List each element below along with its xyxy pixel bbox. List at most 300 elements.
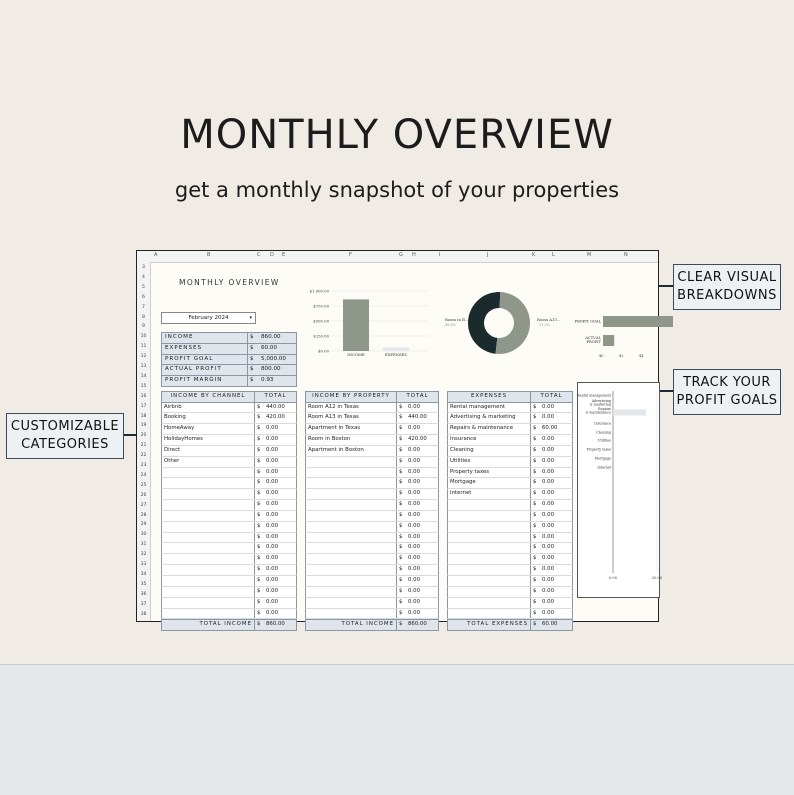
row-name[interactable]: Booking bbox=[162, 413, 255, 423]
row-name[interactable]: Room in Boston bbox=[306, 435, 397, 445]
callout-visual-breakdowns: CLEAR VISUAL BREAKDOWNS bbox=[673, 264, 781, 310]
table-row[interactable] bbox=[447, 598, 573, 609]
row-value: 0.00 bbox=[542, 468, 555, 475]
row-currency: $ bbox=[257, 587, 261, 594]
month-select-value: February 2024 bbox=[188, 315, 229, 321]
row-name[interactable] bbox=[448, 543, 531, 553]
row-value: 0.00 bbox=[542, 436, 555, 443]
table-row[interactable] bbox=[305, 522, 439, 533]
row-currency: $ bbox=[533, 446, 537, 453]
kpi-row bbox=[161, 344, 297, 355]
row-currency: $ bbox=[533, 479, 537, 486]
table-row[interactable] bbox=[161, 489, 297, 500]
table-row[interactable] bbox=[161, 543, 297, 554]
row-number[interactable]: 35 bbox=[140, 581, 147, 587]
row-name[interactable] bbox=[306, 576, 397, 586]
row-name[interactable]: Room A12 in Texas bbox=[306, 403, 397, 413]
row-name[interactable]: Airbnb bbox=[162, 403, 255, 413]
table-row[interactable] bbox=[305, 489, 439, 500]
row-name[interactable]: Property taxes bbox=[448, 468, 531, 478]
row-number[interactable]: 21 bbox=[140, 443, 147, 449]
row-name[interactable] bbox=[162, 565, 255, 575]
table-row[interactable] bbox=[447, 457, 573, 468]
row-value: 0.00 bbox=[408, 544, 421, 551]
row-currency: $ bbox=[257, 425, 261, 432]
row-number[interactable]: 31 bbox=[140, 542, 147, 548]
table-row[interactable] bbox=[447, 533, 573, 544]
table-row[interactable] bbox=[447, 446, 573, 457]
table-row[interactable] bbox=[447, 413, 573, 424]
row-number[interactable]: 18 bbox=[140, 413, 147, 419]
row-number[interactable]: 22 bbox=[140, 453, 147, 459]
income-expenses-bar-chart bbox=[301, 285, 431, 363]
row-currency: $ bbox=[399, 577, 403, 583]
table-row[interactable] bbox=[305, 446, 439, 457]
kpi-label: EXPENSES bbox=[162, 344, 248, 354]
table-row[interactable] bbox=[305, 435, 439, 446]
kpi-label: PROFIT GOAL bbox=[162, 355, 248, 365]
table-row[interactable] bbox=[447, 468, 573, 479]
slice-pct-label: 48.8% bbox=[445, 323, 456, 327]
table-row[interactable] bbox=[305, 468, 439, 479]
row-number[interactable]: 36 bbox=[140, 591, 147, 597]
row-currency: $ bbox=[533, 544, 537, 551]
row-number[interactable]: 9 bbox=[142, 324, 145, 330]
row-value: 0.00 bbox=[408, 403, 421, 410]
table-row[interactable] bbox=[161, 533, 297, 544]
table-row[interactable] bbox=[447, 478, 573, 489]
table-row[interactable] bbox=[305, 598, 439, 609]
row-number[interactable]: 3 bbox=[142, 265, 145, 270]
table-row[interactable] bbox=[447, 500, 573, 511]
x-tick-label: EXPENSES bbox=[384, 352, 408, 357]
income-by-channel-table bbox=[161, 391, 297, 631]
expense-breakdown-chart-box bbox=[577, 382, 663, 598]
row-name[interactable]: Other bbox=[162, 457, 255, 467]
slice-label: Room A13... bbox=[537, 317, 561, 322]
kpi-label: PROFIT MARGIN bbox=[162, 376, 248, 386]
table-row[interactable] bbox=[161, 468, 297, 479]
column-letter[interactable]: E bbox=[282, 252, 286, 258]
row-value: 0.00 bbox=[266, 511, 279, 518]
row-number[interactable]: 34 bbox=[140, 571, 147, 577]
row-number[interactable]: 33 bbox=[140, 562, 147, 567]
row-value: 0.00 bbox=[266, 457, 279, 464]
row-number[interactable]: 17 bbox=[140, 403, 147, 409]
table-row[interactable] bbox=[305, 609, 439, 620]
row-value: 0.00 bbox=[408, 490, 421, 497]
row-currency: $ bbox=[257, 446, 261, 453]
row-name[interactable]: Repairs & maintenance bbox=[448, 424, 531, 434]
row-currency: $ bbox=[533, 468, 537, 475]
table-row[interactable] bbox=[447, 543, 573, 554]
table-row[interactable] bbox=[305, 543, 439, 554]
y-tick-label: $500.00 bbox=[313, 318, 329, 324]
row-number[interactable]: 8 bbox=[142, 314, 145, 320]
row-number[interactable]: 37 bbox=[140, 601, 147, 607]
column-letter[interactable]: L bbox=[552, 252, 555, 258]
table-row[interactable] bbox=[447, 576, 573, 587]
row-name[interactable]: Direct bbox=[162, 446, 255, 456]
row-name[interactable] bbox=[162, 576, 255, 586]
row-name[interactable] bbox=[448, 500, 531, 510]
row-name[interactable]: Cleaning bbox=[448, 446, 531, 456]
row-value: 0.00 bbox=[542, 533, 555, 540]
y-tick-label: Repairs bbox=[598, 407, 611, 411]
column-letter[interactable]: G bbox=[399, 252, 403, 258]
table-row[interactable] bbox=[161, 587, 297, 598]
table-row[interactable] bbox=[305, 424, 439, 435]
row-name[interactable] bbox=[306, 522, 397, 532]
table-row[interactable] bbox=[305, 403, 439, 414]
table-row[interactable] bbox=[161, 522, 297, 533]
row-value: 0.00 bbox=[408, 598, 421, 605]
table-row[interactable] bbox=[161, 554, 297, 565]
table-header-label: INCOME BY PROPERTY bbox=[306, 392, 397, 402]
month-select[interactable] bbox=[161, 312, 256, 324]
row-currency: $ bbox=[257, 555, 261, 562]
column-letter[interactable]: N bbox=[624, 252, 628, 258]
table-row[interactable] bbox=[305, 413, 439, 424]
row-name[interactable]: HomeAway bbox=[162, 424, 255, 434]
row-currency: $ bbox=[533, 511, 537, 518]
row-currency: $ bbox=[399, 414, 403, 421]
row-name[interactable] bbox=[162, 489, 255, 499]
row-value: 0.00 bbox=[542, 446, 555, 453]
row-name[interactable] bbox=[162, 468, 255, 478]
row-currency: $ bbox=[533, 609, 537, 616]
row-name[interactable] bbox=[306, 457, 397, 467]
y-tick-label: Property taxes bbox=[586, 447, 611, 452]
row-currency: $ bbox=[533, 533, 537, 540]
row-currency: $ bbox=[399, 598, 403, 605]
row-name[interactable] bbox=[162, 609, 255, 619]
table-row[interactable] bbox=[161, 576, 297, 587]
y-tick-label: PROFIT GOAL bbox=[574, 319, 601, 324]
column-letter[interactable]: K bbox=[532, 252, 536, 258]
row-name[interactable] bbox=[162, 598, 255, 608]
row-number[interactable]: 6 bbox=[142, 294, 145, 300]
row-number[interactable]: 7 bbox=[142, 304, 145, 310]
table-row[interactable] bbox=[161, 413, 297, 424]
row-number[interactable]: 23 bbox=[140, 463, 147, 468]
row-value: 0.00 bbox=[408, 533, 421, 540]
row-currency: $ bbox=[257, 414, 261, 421]
row-number[interactable]: 32 bbox=[140, 552, 147, 558]
row-value: 0.00 bbox=[266, 501, 279, 508]
x-tick-label: $2 bbox=[619, 354, 624, 358]
row-currency: $ bbox=[257, 522, 261, 529]
table-footer-currency: $ bbox=[533, 621, 537, 628]
row-value: 0.00 bbox=[266, 436, 279, 443]
row-name[interactable] bbox=[306, 489, 397, 499]
row-name[interactable]: Utilities bbox=[448, 457, 531, 467]
row-value: 440.00 bbox=[266, 403, 285, 410]
donut-slice bbox=[468, 292, 500, 354]
table-row[interactable] bbox=[447, 489, 573, 500]
row-name[interactable] bbox=[448, 609, 531, 619]
table-row[interactable] bbox=[305, 478, 439, 489]
row-name[interactable]: Mortgage bbox=[448, 478, 531, 488]
row-name[interactable] bbox=[448, 587, 531, 597]
row-currency: $ bbox=[533, 566, 537, 573]
row-name[interactable] bbox=[306, 565, 397, 575]
table-header-total: TOTAL bbox=[406, 393, 429, 399]
row-name[interactable] bbox=[306, 598, 397, 608]
slice-label: Room in B... bbox=[445, 317, 469, 322]
table-row[interactable] bbox=[447, 554, 573, 565]
row-number[interactable]: 27 bbox=[140, 502, 147, 508]
kpi-row bbox=[161, 365, 297, 376]
column-letter[interactable]: A bbox=[154, 252, 158, 258]
row-name[interactable] bbox=[162, 533, 255, 543]
row-name[interactable] bbox=[162, 511, 255, 521]
table-row[interactable] bbox=[447, 435, 573, 446]
row-currency: $ bbox=[399, 587, 403, 594]
callout-profit-goals: TRACK YOUR PROFIT GOALS bbox=[673, 369, 781, 415]
row-name[interactable] bbox=[448, 598, 531, 608]
column-letter[interactable]: D bbox=[270, 252, 274, 258]
row-name[interactable] bbox=[306, 533, 397, 543]
row-value: 0.00 bbox=[266, 544, 279, 551]
row-number[interactable]: 11 bbox=[140, 344, 147, 350]
table-row[interactable] bbox=[161, 565, 297, 576]
kpi-currency: $ bbox=[250, 355, 254, 362]
table-footer-currency: $ bbox=[257, 621, 261, 628]
row-number[interactable]: 16 bbox=[140, 393, 147, 399]
column-letter[interactable]: M bbox=[587, 252, 592, 258]
row-name[interactable] bbox=[306, 554, 397, 564]
row-value: 0.00 bbox=[542, 511, 555, 518]
bar bbox=[343, 299, 369, 351]
row-name[interactable] bbox=[162, 500, 255, 510]
bar bbox=[383, 347, 409, 351]
table-row[interactable] bbox=[161, 609, 297, 620]
row-name[interactable]: Advertising & marketing bbox=[448, 413, 531, 423]
table-row[interactable] bbox=[305, 576, 439, 587]
row-value: 0.00 bbox=[408, 511, 421, 518]
chevron-down-icon: ▾ bbox=[249, 315, 252, 321]
y-tick-label: Cleaning bbox=[596, 430, 611, 435]
row-currency: $ bbox=[399, 446, 403, 453]
income-by-property-donut-chart bbox=[441, 283, 571, 363]
row-currency: $ bbox=[533, 587, 537, 594]
table-row[interactable] bbox=[447, 565, 573, 576]
row-currency: $ bbox=[533, 436, 537, 443]
row-name[interactable]: Internet bbox=[448, 489, 531, 499]
table-row[interactable] bbox=[305, 554, 439, 565]
row-value: 0.00 bbox=[542, 609, 555, 616]
row-number[interactable]: 4 bbox=[142, 274, 145, 280]
row-name[interactable] bbox=[306, 609, 397, 619]
row-currency: $ bbox=[399, 511, 403, 518]
row-name[interactable] bbox=[162, 522, 255, 532]
y-tick-label: ACTUAL bbox=[585, 336, 601, 340]
slice-pct-label: 51.2% bbox=[539, 323, 550, 327]
column-letter[interactable]: F bbox=[349, 252, 352, 258]
column-letter[interactable]: C bbox=[257, 252, 261, 258]
row-name[interactable]: Apartment in Boston bbox=[306, 446, 397, 456]
column-letter[interactable]: I bbox=[439, 252, 441, 258]
table-row[interactable] bbox=[305, 587, 439, 598]
row-name[interactable] bbox=[162, 478, 255, 488]
leader-line-categories bbox=[122, 434, 137, 436]
row-currency: $ bbox=[533, 501, 537, 508]
table-row[interactable] bbox=[161, 500, 297, 511]
row-value: 0.00 bbox=[542, 598, 555, 605]
table-header bbox=[305, 391, 439, 403]
row-name[interactable] bbox=[448, 554, 531, 564]
sheet-canvas bbox=[151, 263, 663, 628]
kpi-row bbox=[161, 376, 297, 387]
row-currency: $ bbox=[533, 577, 537, 583]
row-value: 0.00 bbox=[266, 522, 279, 529]
table-row[interactable] bbox=[161, 598, 297, 609]
row-number[interactable]: 5 bbox=[142, 284, 145, 290]
row-name[interactable]: HolidayHomes bbox=[162, 435, 255, 445]
kpi-currency: $ bbox=[250, 377, 254, 384]
table-row[interactable] bbox=[447, 424, 573, 435]
table-row[interactable] bbox=[305, 565, 439, 576]
y-tick-label: Internet bbox=[597, 465, 611, 470]
row-currency: $ bbox=[399, 479, 403, 486]
row-name[interactable] bbox=[306, 587, 397, 597]
table-row[interactable] bbox=[447, 403, 573, 414]
row-value: 0.00 bbox=[542, 522, 555, 529]
table-row[interactable] bbox=[161, 457, 297, 468]
table-row[interactable] bbox=[447, 511, 573, 522]
row-number[interactable]: 25 bbox=[140, 482, 147, 488]
row-name[interactable] bbox=[162, 554, 255, 564]
row-value: 420.00 bbox=[408, 436, 427, 443]
row-value: 0.00 bbox=[408, 501, 421, 508]
y-tick-label: $0.00 bbox=[318, 348, 329, 354]
row-name[interactable] bbox=[306, 468, 397, 478]
row-number[interactable]: 20 bbox=[140, 433, 147, 439]
row-number[interactable]: 38 bbox=[140, 611, 147, 617]
y-tick-label: Utilities bbox=[597, 438, 611, 443]
y-tick-label: Rental management bbox=[577, 393, 611, 398]
y-tick-label: & maintenance bbox=[585, 410, 611, 415]
row-value: 0.00 bbox=[266, 587, 279, 594]
row-number[interactable]: 30 bbox=[140, 532, 147, 538]
kpi-value: 800.00 bbox=[261, 366, 281, 373]
row-number[interactable]: 15 bbox=[140, 383, 147, 389]
table-row[interactable] bbox=[161, 478, 297, 489]
leader-line-visual bbox=[657, 285, 674, 287]
row-name[interactable] bbox=[306, 500, 397, 510]
row-number[interactable]: 28 bbox=[140, 512, 147, 518]
table-row[interactable] bbox=[161, 403, 297, 414]
x-tick-label: 20.00 bbox=[651, 576, 663, 580]
row-value: 0.00 bbox=[408, 479, 421, 486]
row-currency: $ bbox=[257, 403, 261, 410]
row-value: 0.00 bbox=[266, 533, 279, 540]
row-name[interactable] bbox=[448, 511, 531, 521]
table-header-label: INCOME BY CHANNEL bbox=[162, 392, 255, 402]
table-header bbox=[447, 391, 573, 403]
row-number[interactable]: 26 bbox=[140, 492, 147, 498]
row-name[interactable] bbox=[306, 478, 397, 488]
row-currency: $ bbox=[257, 490, 261, 497]
kpi-label: ACTUAL PROFIT bbox=[162, 365, 248, 375]
row-value: 0.00 bbox=[542, 479, 555, 486]
kpi-currency: $ bbox=[250, 344, 254, 351]
x-tick-label: $4 bbox=[639, 354, 644, 358]
row-value: 440.00 bbox=[408, 414, 427, 421]
row-name[interactable] bbox=[306, 511, 397, 521]
row-name[interactable] bbox=[448, 576, 531, 586]
row-currency: $ bbox=[257, 544, 261, 551]
table-row[interactable] bbox=[161, 435, 297, 446]
bottom-band bbox=[0, 664, 794, 795]
table-row[interactable] bbox=[161, 446, 297, 457]
row-number[interactable]: 10 bbox=[140, 334, 147, 340]
row-value: 420.00 bbox=[266, 414, 285, 421]
row-name[interactable] bbox=[306, 543, 397, 553]
row-value: 0.00 bbox=[542, 587, 555, 594]
kpi-value: 0.93 bbox=[261, 377, 274, 384]
table-row[interactable] bbox=[161, 424, 297, 435]
row-number[interactable]: 14 bbox=[140, 373, 147, 379]
row-name[interactable]: Apartment in Texas bbox=[306, 424, 397, 434]
row-currency: $ bbox=[533, 403, 537, 410]
row-value: 60.00 bbox=[542, 425, 558, 432]
table-row[interactable] bbox=[305, 500, 439, 511]
x-tick-label: $0 bbox=[599, 354, 604, 358]
row-name[interactable] bbox=[162, 543, 255, 553]
row-currency: $ bbox=[399, 533, 403, 540]
row-number[interactable]: 19 bbox=[140, 423, 147, 429]
table-row[interactable] bbox=[447, 522, 573, 533]
row-value: 0.00 bbox=[408, 425, 421, 432]
row-number[interactable]: 29 bbox=[140, 522, 147, 528]
column-letter[interactable]: J bbox=[487, 252, 489, 258]
table-row[interactable] bbox=[447, 609, 573, 620]
row-name[interactable] bbox=[448, 533, 531, 543]
row-value: 0.00 bbox=[542, 566, 555, 573]
table-row[interactable] bbox=[305, 533, 439, 544]
table-header-label: EXPENSES bbox=[448, 392, 531, 402]
row-name[interactable] bbox=[448, 522, 531, 532]
row-name[interactable] bbox=[162, 587, 255, 597]
column-letter[interactable]: H bbox=[412, 252, 416, 258]
row-name[interactable]: Insurance bbox=[448, 435, 531, 445]
y-tick-label: Advertising bbox=[591, 399, 611, 403]
column-letter[interactable]: B bbox=[207, 252, 211, 258]
row-number[interactable]: 24 bbox=[140, 472, 147, 478]
table-row[interactable] bbox=[305, 511, 439, 522]
row-name[interactable] bbox=[448, 565, 531, 575]
y-tick-label: $250.00 bbox=[313, 333, 329, 339]
row-name[interactable]: Rental management bbox=[448, 403, 531, 413]
row-value: 0.00 bbox=[542, 577, 555, 583]
sheet-title: MONTHLY OVERVIEW bbox=[179, 278, 280, 287]
table-row[interactable] bbox=[161, 511, 297, 522]
table-row[interactable] bbox=[305, 457, 439, 468]
row-name[interactable]: Room A13 in Texas bbox=[306, 413, 397, 423]
page-subheadline: get a monthly snapshot of your properties bbox=[174, 178, 620, 202]
table-row[interactable] bbox=[447, 587, 573, 598]
row-currency: $ bbox=[257, 598, 261, 605]
y-tick-label: Mortgage bbox=[594, 456, 611, 461]
row-currency: $ bbox=[399, 609, 403, 616]
row-number[interactable]: 12 bbox=[140, 354, 147, 360]
row-currency: $ bbox=[399, 436, 403, 443]
row-currency: $ bbox=[257, 468, 261, 475]
row-value: 0.00 bbox=[542, 555, 555, 562]
row-number[interactable]: 13 bbox=[140, 364, 147, 369]
